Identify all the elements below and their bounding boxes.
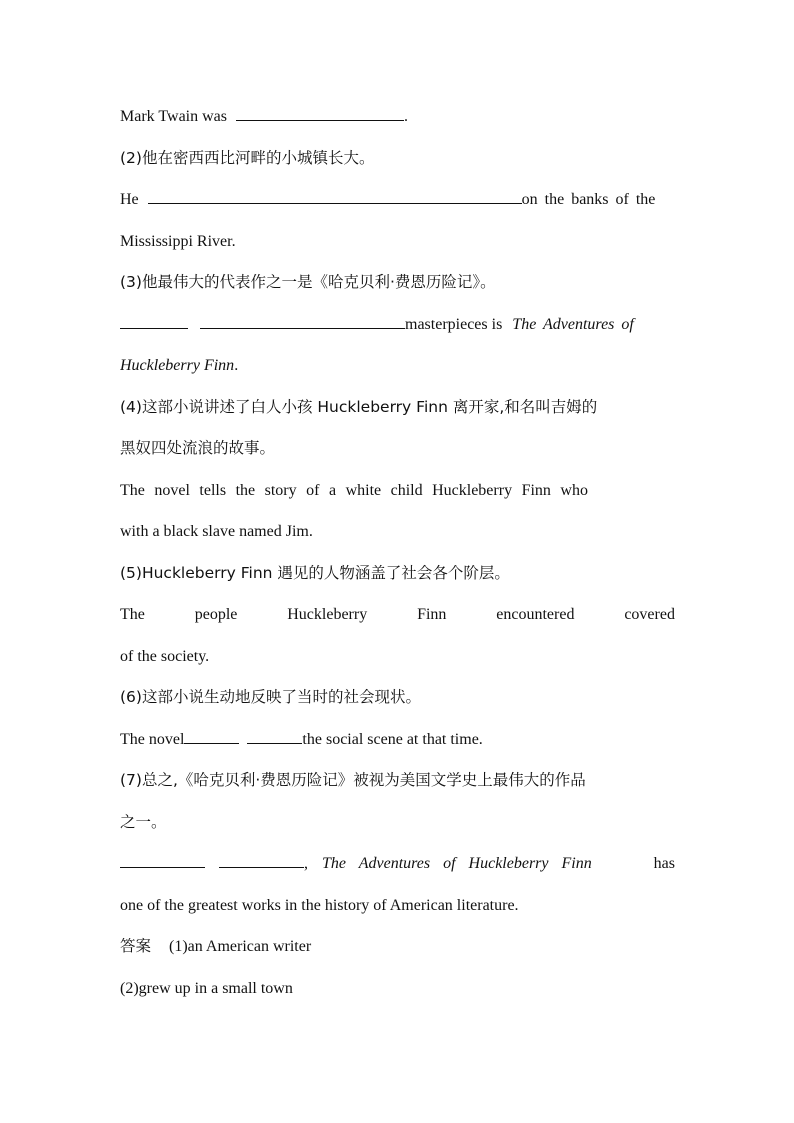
q5-word: Finn (417, 606, 447, 623)
answer-line-2: (2)grew up in a small town (120, 979, 293, 997)
q5-english-line (120, 594, 675, 636)
q7-blank-1 (120, 852, 205, 868)
q7-english-line-2: one of the greatest works in the history of American literature. (120, 896, 519, 914)
q1-prefix: Mark Twain was (120, 108, 228, 125)
q6-chinese-line: (6)这部小说生动地反映了当时的社会现状。 (120, 688, 421, 706)
q5-word: encountered (496, 606, 575, 623)
q2-suffix: on the banks of the (521, 191, 656, 208)
q7-blank-2 (219, 852, 304, 868)
q6-suffix: the social scene at that time. (302, 730, 483, 748)
q3-blank-1 (120, 313, 188, 329)
q4-english-line-2: with a black slave named Jim. (120, 523, 313, 540)
q7-chinese-line-2: 之一。 (120, 812, 167, 831)
q1-blank (236, 105, 404, 121)
q3-english-line (120, 304, 675, 346)
q5-word: Huckleberry (287, 606, 368, 623)
q5-word: The (120, 606, 145, 623)
q4-english-line: The novel tells the story of a white child Huckleberry Finn who (120, 481, 588, 499)
q7-english-line (120, 843, 675, 885)
q3-period: . (234, 357, 239, 374)
q7-comma: , (304, 855, 308, 872)
q7-has: has (653, 855, 675, 872)
q3-title-part-1: The Adventures of (512, 315, 634, 333)
q2-english-line (120, 179, 675, 221)
q2-chinese-line: (2)他在密西西比河畔的小城镇长大。 (120, 148, 375, 167)
q7-title: The Adventures of Huckleberry Finn (322, 855, 592, 872)
q3-english-line-2 (120, 345, 675, 387)
q4-chinese-line: (4)这部小说讲述了白人小孩 Huckleberry Finn 离开家,和名叫吉姆的 (120, 397, 598, 416)
q3-blank-2 (200, 313, 405, 329)
q3-title-part-2: Huckleberry Finn (120, 357, 235, 374)
q7-chinese-line: (7)总之,《哈克贝利·费恩历险记》被视为美国文学史上最伟大的作品 (120, 771, 586, 789)
q6-english-line (120, 719, 675, 761)
answer-label: 答案 (120, 937, 152, 955)
q2-prefix: He (120, 191, 139, 208)
answer-1: (1)an American writer (169, 938, 312, 955)
answer-line (120, 926, 675, 968)
q5-english-line-2: of the society. (120, 647, 210, 665)
q6-blank-1 (184, 728, 239, 744)
q2-english-line-2: Mississippi River. (120, 232, 236, 250)
q3-chinese-line: (3)他最伟大的代表作之一是《哈克贝利·费恩历险记》。 (120, 273, 496, 291)
q5-chinese-line: (5)Huckleberry Finn 遇见的人物涵盖了社会各个阶层。 (120, 563, 510, 582)
q3-mid: masterpieces is (405, 315, 503, 333)
q4-chinese-line-2: 黑奴四处流浪的故事。 (120, 439, 276, 457)
q5-word: people (194, 606, 238, 623)
document-page (120, 96, 675, 1009)
q6-blank-2 (247, 728, 302, 744)
q1-english-line (120, 96, 675, 138)
q6-prefix: The novel (120, 730, 185, 748)
q1-suffix: . (404, 108, 409, 125)
q2-blank (148, 188, 522, 204)
q5-word: covered (624, 606, 675, 623)
